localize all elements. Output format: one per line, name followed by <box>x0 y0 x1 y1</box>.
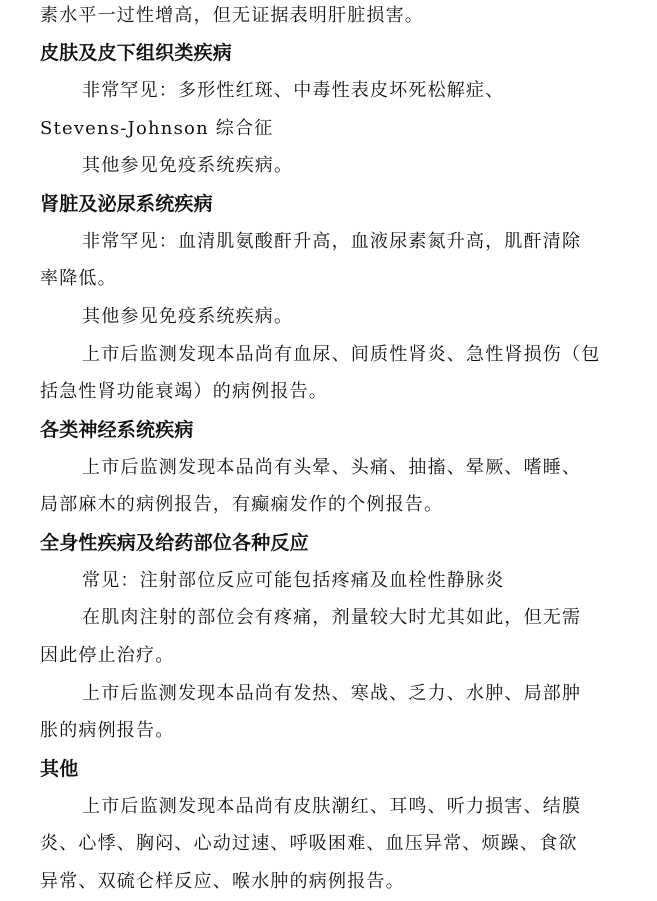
section-heading-nervous: 各类神经系统疾病 <box>40 419 194 441</box>
paragraph-line: Stevens-Johnson 综合征 <box>40 118 274 139</box>
section-heading-renal: 肾脏及泌尿系统疾病 <box>40 193 213 215</box>
paragraph-line: 胀的病例报告。 <box>40 720 175 741</box>
section-heading-systemic: 全身性疾病及给药部位各种反应 <box>40 532 309 554</box>
paragraph-line: 素水平一过性增高，但无证据表明肝脏损害。 <box>40 5 424 26</box>
paragraph-line: 上市后监测发现本品尚有血尿、间质性肾炎、急性肾损伤（包 <box>82 344 601 365</box>
paragraph-line: 因此停止治疗。 <box>40 645 175 666</box>
paragraph-line: 异常、双硫仑样反应、喉水肿的病例报告。 <box>40 871 405 892</box>
paragraph-line: 上市后监测发现本品尚有发热、寒战、乏力、水肿、局部肿 <box>82 683 582 704</box>
section-heading-skin: 皮肤及皮下组织类疾病 <box>40 42 233 64</box>
paragraph-line: 上市后监测发现本品尚有皮肤潮红、耳鸣、听力损害、结膜 <box>82 796 582 817</box>
paragraph-line: 上市后监测发现本品尚有头晕、头痛、抽搐、晕厥、嗜睡、 <box>82 457 582 478</box>
paragraph-line: 其他参见免疫系统疾病。 <box>82 155 294 176</box>
paragraph-line: 率降低。 <box>40 268 117 289</box>
paragraph-line: 常见：注射部位反应可能包括疼痛及血栓性静脉炎 <box>82 570 505 591</box>
paragraph-line: 非常罕见：多形性红斑、中毒性表皮坏死松解症、 <box>82 80 505 101</box>
paragraph-line: 其他参见免疫系统疾病。 <box>82 306 294 327</box>
paragraph-line: 局部麻木的病例报告，有癫痫发作的个例报告。 <box>40 494 444 515</box>
paragraph-line: 括急性肾功能衰竭）的病例报告。 <box>40 381 328 402</box>
paragraph-line: 在肌肉注射的部位会有疼痛，剂量较大时尤其如此，但无需 <box>82 607 582 628</box>
paragraph-line: 炎、心悸、胸闷、心动过速、呼吸困难、血压异常、烦躁、食欲 <box>40 833 578 854</box>
paragraph-line: 非常罕见：血清肌氨酸酐升高，血液尿素氮升高，肌酐清除 <box>82 231 582 252</box>
section-heading-other: 其他 <box>40 758 79 780</box>
